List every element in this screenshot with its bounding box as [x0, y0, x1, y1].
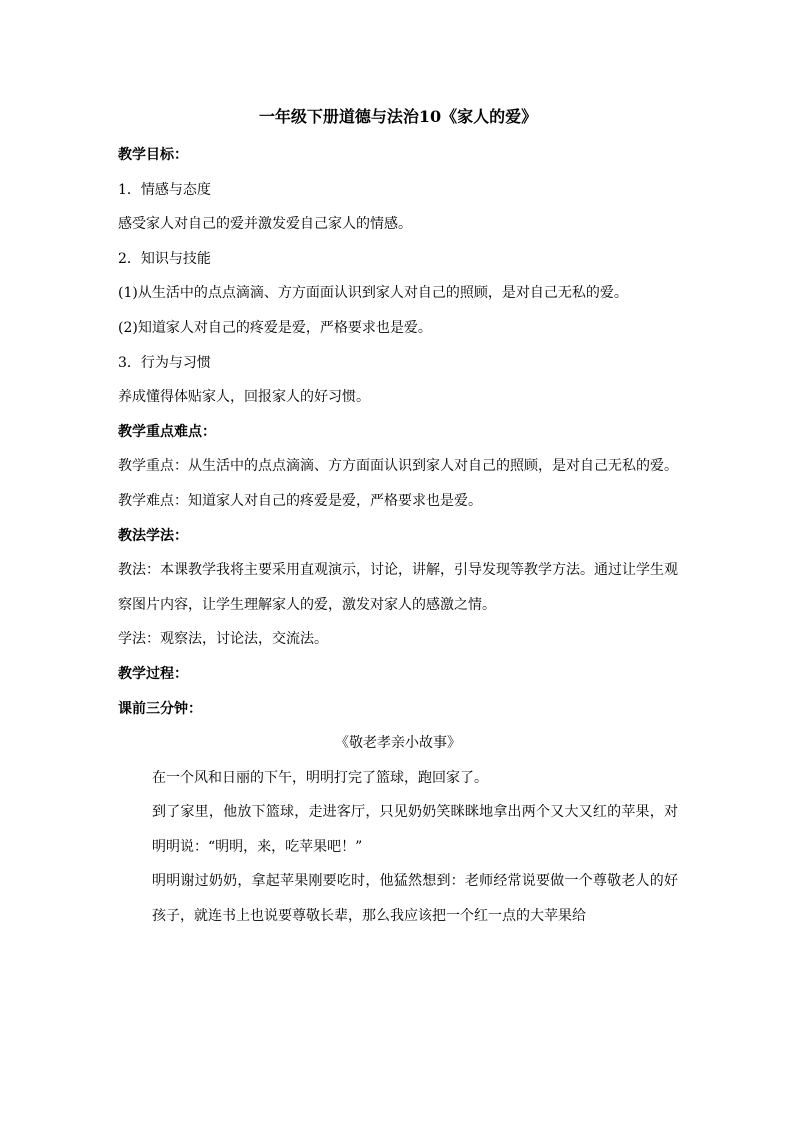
objective-1-heading: 1．情感与态度: [118, 181, 211, 198]
objectives-heading: 教学目标：: [118, 147, 188, 163]
methods-heading: 教法学法：: [118, 527, 188, 544]
objective-2-item-2: (2)知道家人对自己的疼爱是爱，严格要求也是爱。: [118, 319, 432, 336]
learning-method-text: 学法：观察法，讨论法，交流法。: [118, 631, 328, 648]
objective-3-text: 养成懂得体贴家人，回报家人的好习惯。: [118, 389, 370, 406]
warmup-heading: 课前三分钟：: [118, 700, 202, 717]
document-page: [118, 96, 678, 934]
process-heading: 教学过程：: [118, 665, 188, 682]
objective-2-heading: 2．知识与技能: [118, 250, 211, 267]
objective-1-text: 感受家人对自己的爱并激发爱自己家人的情感。: [118, 216, 412, 233]
document-title: 一年级下册道德与法治10《家人的爱》: [258, 107, 538, 126]
objective-2-item-1: (1)从生活中的点点滴滴、方方面面认识到家人对自己的照顾，是对自己无私的爱。: [118, 285, 628, 302]
objective-3-heading: 3．行为与习惯: [118, 354, 211, 371]
story-paragraph-2: 到了家里，他放下篮球，走进客厅，只见奶奶笑眯眯地拿出两个又大又红的苹果，对明明说：“明明，来，吃苹果吧！”: [152, 804, 678, 855]
story-paragraph-3: 明明谢过奶奶，拿起苹果刚要吃时，他猛然想到：老师经常说要做一个尊敬老人的好孩子，就连书上也说要尊敬长辈，那么我应该把一个红一点的大苹果给: [152, 873, 678, 925]
teaching-method-text: 教法：本课教学我将主要采用直观演示，讨论，讲解，引导发现等教学方法。通过让学生观察图片内容，让学生理解家人的爱，激发对家人的感激之情。: [118, 562, 678, 613]
story-paragraph-1: 在一个风和日丽的下午，明明打完了篮球，跑回家了。: [152, 769, 488, 786]
difficulty-text: 教学难点：知道家人对自己的疼爱是爱，严格要求也是爱。: [118, 492, 482, 509]
keypoints-heading: 教学重点难点：: [118, 423, 216, 440]
keypoint-text: 教学重点：从生活中的点点滴滴、方方面面认识到家人对自己的照顾，是对自己无私的爱。: [118, 458, 678, 475]
story-title: 《敬老孝亲小故事》: [335, 735, 461, 752]
